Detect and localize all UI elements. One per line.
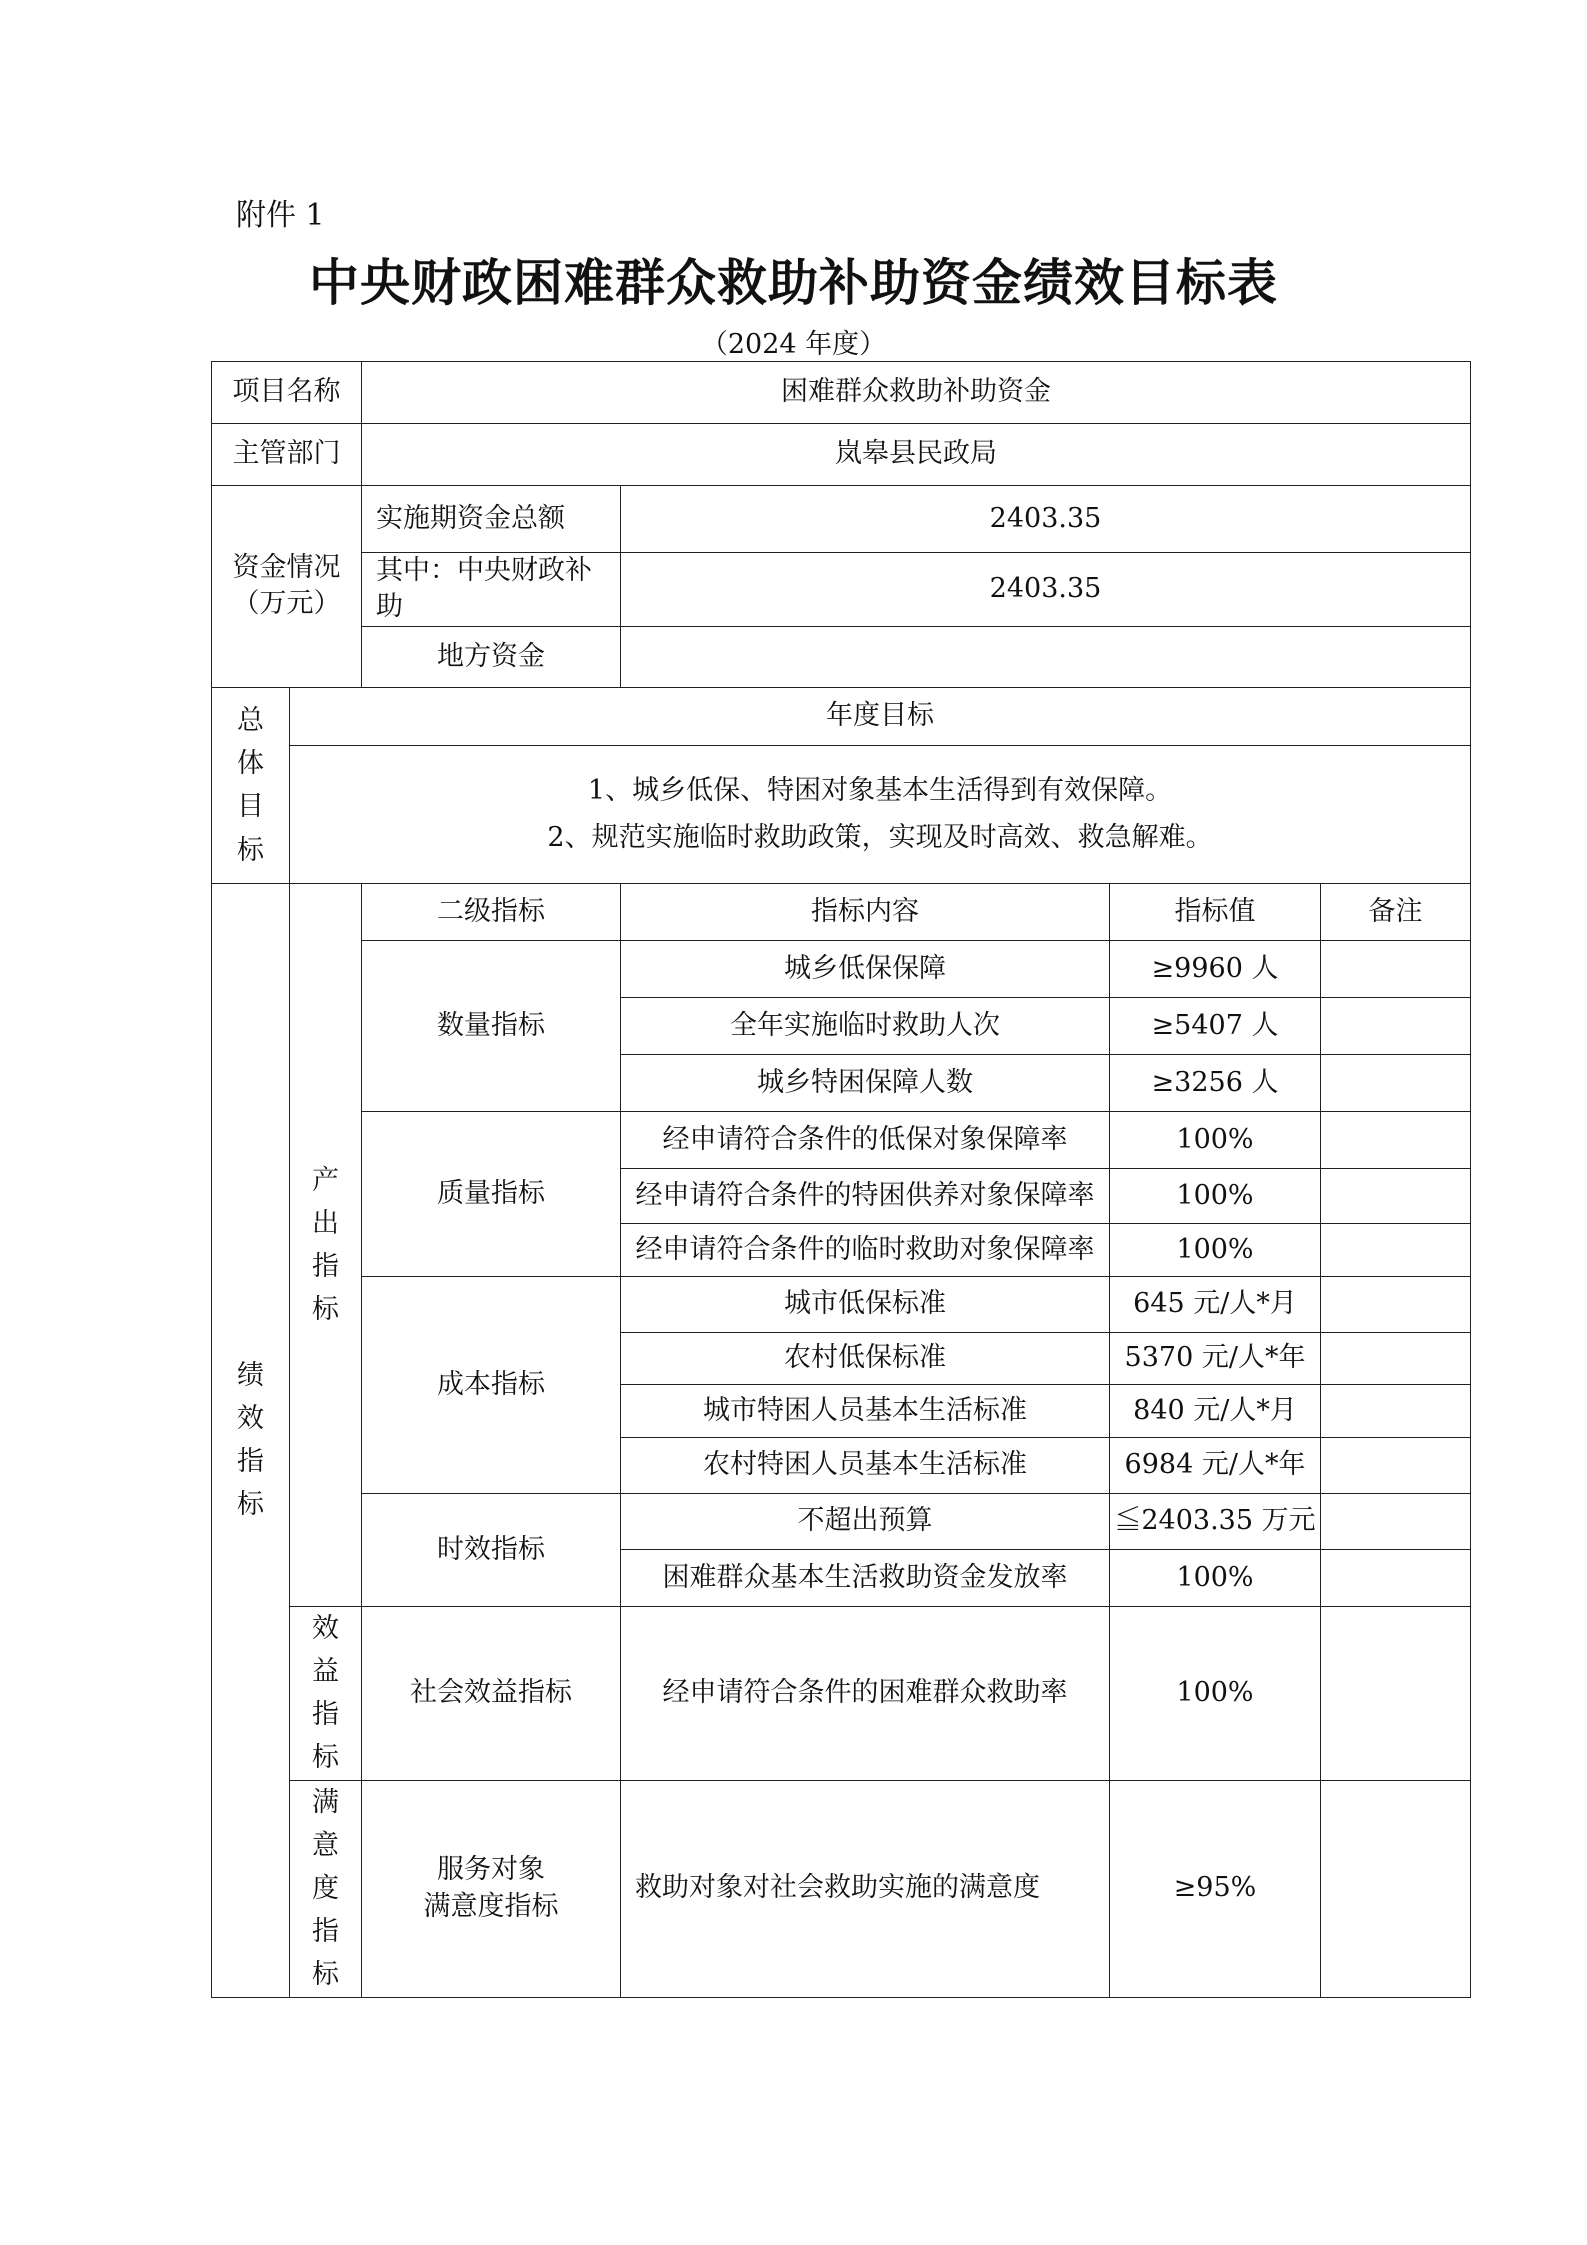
header-content: 指标内容 xyxy=(621,883,1110,940)
overall-goal-label xyxy=(212,687,290,883)
indicator-value: 100% xyxy=(1110,1549,1321,1606)
header-value: 指标值 xyxy=(1110,883,1321,940)
indicator-remark xyxy=(1321,1437,1471,1493)
indicator-value: 100% xyxy=(1110,1168,1321,1223)
indicator-content: 城乡特困保障人数 xyxy=(621,1054,1110,1111)
indicator-row xyxy=(212,1780,1471,1997)
benefit-indicator-label-char: 益 xyxy=(312,1656,339,1688)
indicator-remark xyxy=(1321,1332,1471,1384)
indicator-row xyxy=(212,1111,1471,1168)
benefit-indicator-label-char: 效 xyxy=(312,1612,339,1644)
funds-label-line1: 资金情况 xyxy=(232,552,341,583)
overall-goal-label-char: 目 xyxy=(237,791,264,823)
service-satisfaction-line: 服务对象 xyxy=(437,1854,545,1886)
indicator-remark xyxy=(1321,1168,1471,1223)
indicator-remark xyxy=(1321,1223,1471,1276)
cost-indicator-label: 成本指标 xyxy=(362,1276,621,1493)
benefit-indicator-label-char: 指 xyxy=(312,1699,339,1731)
satisfaction-indicator-label-char: 意 xyxy=(312,1829,339,1861)
overall-goal-label-char: 总 xyxy=(237,705,264,736)
indicator-remark xyxy=(1321,997,1471,1054)
indicator-value: 6984 元/人*年 xyxy=(1110,1437,1321,1493)
performance-label xyxy=(212,883,290,1997)
social-benefit-indicator-label: 社会效益指标 xyxy=(362,1606,621,1780)
project-label: 项目名称 xyxy=(212,362,362,424)
annual-goal-line: 2、规范实施临时救助政策，实现及时高效、救急解难。 xyxy=(547,822,1213,854)
overall-goal-row xyxy=(212,745,1471,883)
indicator-content: 全年实施临时救助人次 xyxy=(621,997,1110,1054)
satisfaction-indicator-label-char: 标 xyxy=(312,1959,339,1991)
overall-goal-header-row xyxy=(212,687,1471,745)
indicator-value: ≦2403.35 万元 xyxy=(1110,1493,1321,1549)
output-indicator-label-char: 出 xyxy=(312,1207,339,1239)
indicator-header-row xyxy=(212,883,1471,940)
indicator-content: 不超出预算 xyxy=(621,1493,1110,1549)
output-indicator-label-char: 产 xyxy=(312,1164,339,1196)
funds-central-value: 2403.35 xyxy=(621,553,1471,627)
performance-label-char: 指 xyxy=(237,1446,264,1478)
indicator-remark xyxy=(1321,1493,1471,1549)
funds-row xyxy=(212,626,1471,687)
indicator-remark xyxy=(1321,940,1471,997)
indicator-value: 645 元/人*月 xyxy=(1110,1276,1321,1332)
indicator-remark xyxy=(1321,1384,1471,1437)
indicator-row xyxy=(212,940,1471,997)
funds-central-label: 其中：中央财政补助 xyxy=(362,553,621,627)
indicator-content: 经申请符合条件的特困供养对象保障率 xyxy=(621,1168,1110,1223)
indicator-value: 840 元/人*月 xyxy=(1110,1384,1321,1437)
indicator-value: 100% xyxy=(1110,1223,1321,1276)
attachment-label: 附件 1 xyxy=(236,198,325,233)
indicator-content: 农村低保标准 xyxy=(621,1332,1110,1384)
annual-goal-line: 1、城乡低保、特困对象基本生活得到有效保障。 xyxy=(587,775,1173,807)
output-indicator-label-char: 标 xyxy=(312,1294,339,1326)
performance-target-table xyxy=(211,361,1471,1998)
year-label: （2024 年度） xyxy=(700,329,887,360)
document-title: 中央财政困难群众救助补助资金绩效目标表 xyxy=(309,253,1278,312)
indicator-remark xyxy=(1321,1111,1471,1168)
funds-label xyxy=(212,486,362,688)
indicator-value: 100% xyxy=(1110,1606,1321,1780)
indicator-content: 困难群众基本生活救助资金发放率 xyxy=(621,1549,1110,1606)
indicator-remark xyxy=(1321,1780,1471,1997)
benefit-indicator-label-char: 标 xyxy=(312,1742,339,1774)
output-indicator-label-char: 指 xyxy=(312,1250,339,1282)
quality-indicator-label: 质量指标 xyxy=(362,1111,621,1276)
indicator-row xyxy=(212,1606,1471,1780)
indicator-value: ≥5407 人 xyxy=(1110,997,1321,1054)
indicator-remark xyxy=(1321,1054,1471,1111)
indicator-remark xyxy=(1321,1549,1471,1606)
indicator-content: 经申请符合条件的低保对象保障率 xyxy=(621,1111,1110,1168)
funds-row xyxy=(212,486,1471,553)
indicator-value: 100% xyxy=(1110,1111,1321,1168)
indicator-value: ≥95% xyxy=(1110,1780,1321,1997)
indicator-value: 5370 元/人*年 xyxy=(1110,1332,1321,1384)
funds-total-value: 2403.35 xyxy=(621,486,1471,553)
quantity-indicator-label: 数量指标 xyxy=(362,940,621,1111)
satisfaction-indicator-label-char: 满 xyxy=(312,1786,339,1818)
service-satisfaction-line: 满意度指标 xyxy=(423,1890,559,1922)
header-remark: 备注 xyxy=(1321,883,1471,940)
benefit-indicator-label xyxy=(290,1606,362,1780)
project-row xyxy=(212,362,1471,424)
satisfaction-indicator-label xyxy=(290,1780,362,1997)
department-value: 岚皋县民政局 xyxy=(362,424,1471,486)
indicator-content: 经申请符合条件的临时救助对象保障率 xyxy=(621,1223,1110,1276)
performance-label-char: 标 xyxy=(237,1489,264,1521)
funds-local-label: 地方资金 xyxy=(362,626,621,687)
indicator-content: 农村特困人员基本生活标准 xyxy=(621,1437,1110,1493)
overall-goal-label-char: 体 xyxy=(237,748,264,780)
funds-label-line2: （万元） xyxy=(232,588,341,620)
funds-total-label: 实施期资金总额 xyxy=(362,486,621,553)
indicator-remark xyxy=(1321,1606,1471,1780)
satisfaction-indicator-label-char: 度 xyxy=(312,1873,339,1904)
funds-local-value xyxy=(621,626,1471,687)
indicator-content: 救助对象对社会救助实施的满意度 xyxy=(621,1780,1110,1997)
funds-row xyxy=(212,553,1471,627)
indicator-remark xyxy=(1321,1276,1471,1332)
performance-label-char: 绩 xyxy=(237,1359,264,1391)
department-label: 主管部门 xyxy=(212,424,362,486)
indicator-row xyxy=(212,1276,1471,1332)
indicator-value: ≥3256 人 xyxy=(1110,1054,1321,1111)
output-indicator-label xyxy=(290,883,362,1606)
annual-goal-header: 年度目标 xyxy=(290,687,1471,745)
service-satisfaction-indicator-label xyxy=(362,1780,621,1997)
indicator-value: ≥9960 人 xyxy=(1110,940,1321,997)
overall-goal-label-char: 标 xyxy=(237,834,264,866)
project-value: 困难群众救助补助资金 xyxy=(362,362,1471,424)
indicator-content: 城市低保标准 xyxy=(621,1276,1110,1332)
indicator-row xyxy=(212,1493,1471,1549)
indicator-content: 城乡低保保障 xyxy=(621,940,1110,997)
indicator-content: 经申请符合条件的困难群众救助率 xyxy=(621,1606,1110,1780)
department-row xyxy=(212,424,1471,486)
timeliness-indicator-label: 时效指标 xyxy=(362,1493,621,1606)
performance-label-char: 效 xyxy=(237,1403,264,1435)
header-level2: 二级指标 xyxy=(362,883,621,940)
indicator-content: 城市特困人员基本生活标准 xyxy=(621,1384,1110,1437)
annual-goal-text xyxy=(290,745,1471,883)
satisfaction-indicator-label-char: 指 xyxy=(312,1916,339,1948)
